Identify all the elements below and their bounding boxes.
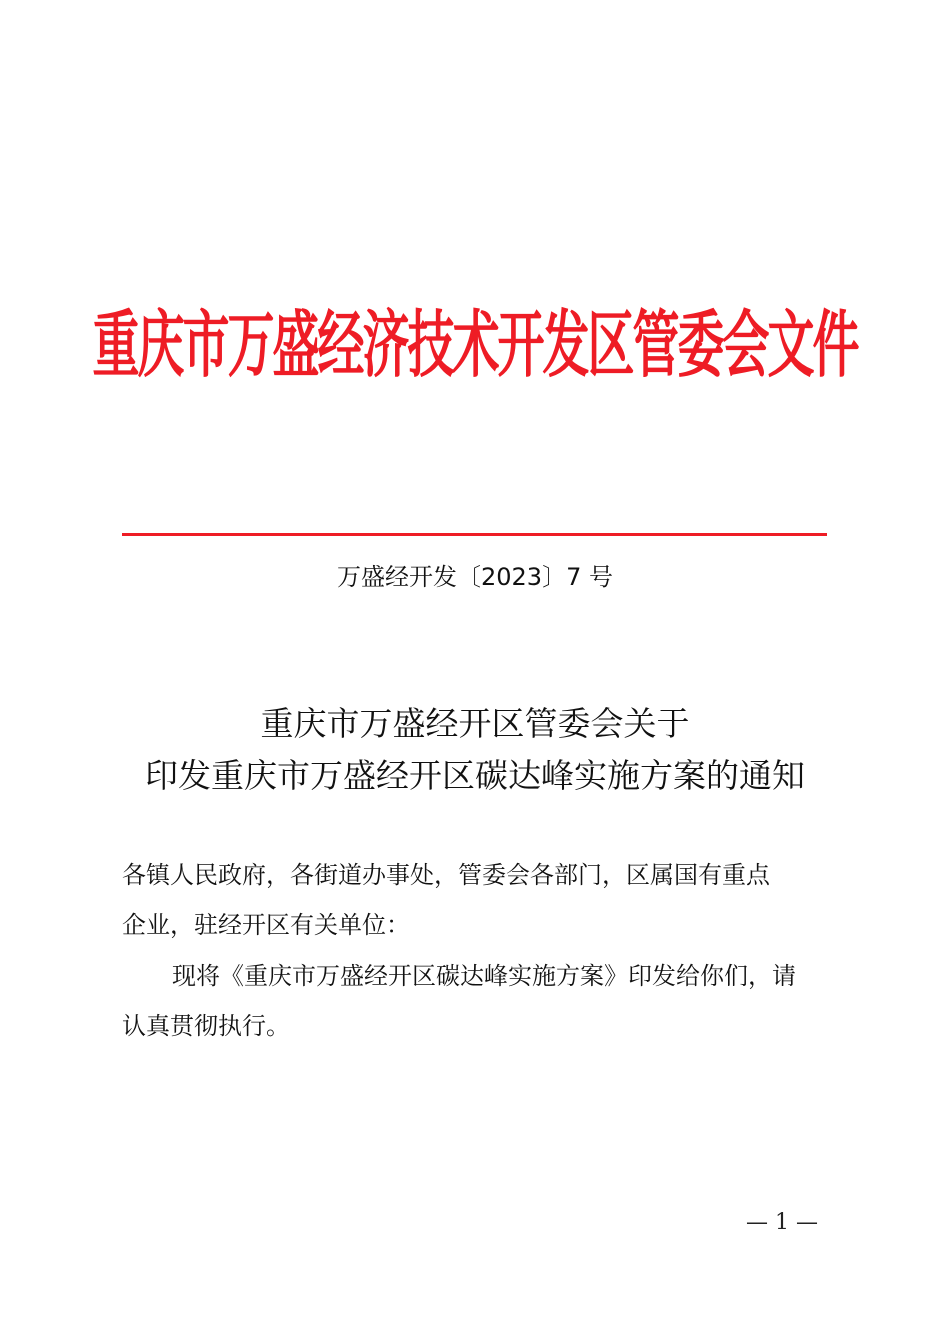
- red-divider-line: [122, 533, 827, 536]
- page-number: — 1 —: [746, 1210, 818, 1235]
- body-paragraph-line-2: 认真贯彻执行。: [122, 1012, 290, 1040]
- recipients-line-2: 企业，驻经开区有关单位：: [122, 911, 410, 939]
- document-number: 万盛经开发〔2023〕7 号: [337, 563, 613, 591]
- notice-title-line-2: 印发重庆市万盛经开区碳达峰实施方案的通知: [145, 756, 805, 795]
- body-paragraph-line-1: 现将《重庆市万盛经开区碳达峰实施方案》印发给你们，请: [172, 962, 796, 990]
- document-header-title: 重庆市万盛经济技术开发区管委会文件: [92, 303, 858, 389]
- notice-title-line-1: 重庆市万盛经开区管委会关于: [260, 704, 690, 743]
- recipients-line-1: 各镇人民政府，各街道办事处，管委会各部门，区属国有重点: [122, 861, 770, 889]
